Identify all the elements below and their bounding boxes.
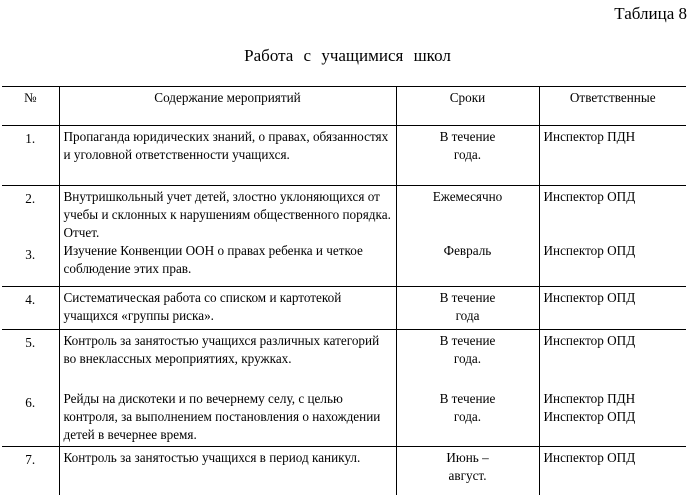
row-responsible: Инспектор ОПД bbox=[539, 242, 686, 287]
activities-table bbox=[2, 86, 686, 495]
row-number: 2. bbox=[2, 186, 59, 243]
row-number: 3. bbox=[2, 242, 59, 287]
table-row bbox=[2, 186, 686, 243]
row-responsible: Инспектор ПДН Инспектор ОПД bbox=[539, 390, 686, 447]
row-content: Рейды на дискотеки и по вечернему селу, с целью контроля, за выполнением постановления о нахождении детей в вечернее время. bbox=[59, 390, 396, 447]
row-responsible: Инспектор ОПД bbox=[539, 330, 686, 391]
table-row bbox=[2, 287, 686, 330]
row-term: В течение года bbox=[396, 287, 539, 330]
row-responsible: Инспектор ПДН bbox=[539, 126, 686, 186]
header-term: Сроки bbox=[396, 87, 539, 126]
table-row bbox=[2, 242, 686, 287]
row-number: 5. bbox=[2, 330, 59, 391]
row-content: Изучение Конвенции ООН о правах ребенка и четкое соблюдение этих прав. bbox=[59, 242, 396, 287]
table-header-row bbox=[2, 87, 686, 126]
row-term: В течение года. bbox=[396, 390, 539, 447]
row-content: Пропаганда юридических знаний, о правах, обязанностях и уголовной ответственности учащихся. bbox=[59, 126, 396, 186]
row-number: 1. bbox=[2, 126, 59, 186]
row-number: 4. bbox=[2, 287, 59, 330]
row-content: Систематическая работа со списком и картотекой учащихся «группы риска». bbox=[59, 287, 396, 330]
row-number: 6. bbox=[2, 390, 59, 447]
row-content: Контроль за занятостью учащихся различных категорий во внеклассных мероприятиях, кружках. bbox=[59, 330, 396, 391]
table-row bbox=[2, 126, 686, 186]
table-number: Таблица 8 bbox=[614, 4, 687, 24]
table-row bbox=[2, 390, 686, 447]
table-row bbox=[2, 330, 686, 391]
row-responsible: Инспектор ОПД bbox=[539, 287, 686, 330]
row-term: Февраль bbox=[396, 242, 539, 287]
header-content: Содержание мероприятий bbox=[59, 87, 396, 126]
row-responsible: Инспектор ОПД bbox=[539, 447, 686, 495]
row-term: Июнь – август. bbox=[396, 447, 539, 495]
page-title: Работа с учащимися школ bbox=[0, 46, 695, 66]
header-number: № bbox=[2, 87, 59, 126]
table-row bbox=[2, 447, 686, 495]
row-content: Контроль за занятостью учащихся в период каникул. bbox=[59, 447, 396, 495]
row-term: В течение года. bbox=[396, 330, 539, 391]
row-term: Ежемесячно bbox=[396, 186, 539, 243]
row-term: В течение года. bbox=[396, 126, 539, 186]
row-number: 7. bbox=[2, 447, 59, 495]
row-responsible: Инспектор ОПД bbox=[539, 186, 686, 243]
row-content: Внутришкольный учет детей, злостно уклоняющихся от учебы и склонных к нарушениям общественного порядка. Отчет. bbox=[59, 186, 396, 243]
header-responsible: Ответственные bbox=[539, 87, 686, 126]
